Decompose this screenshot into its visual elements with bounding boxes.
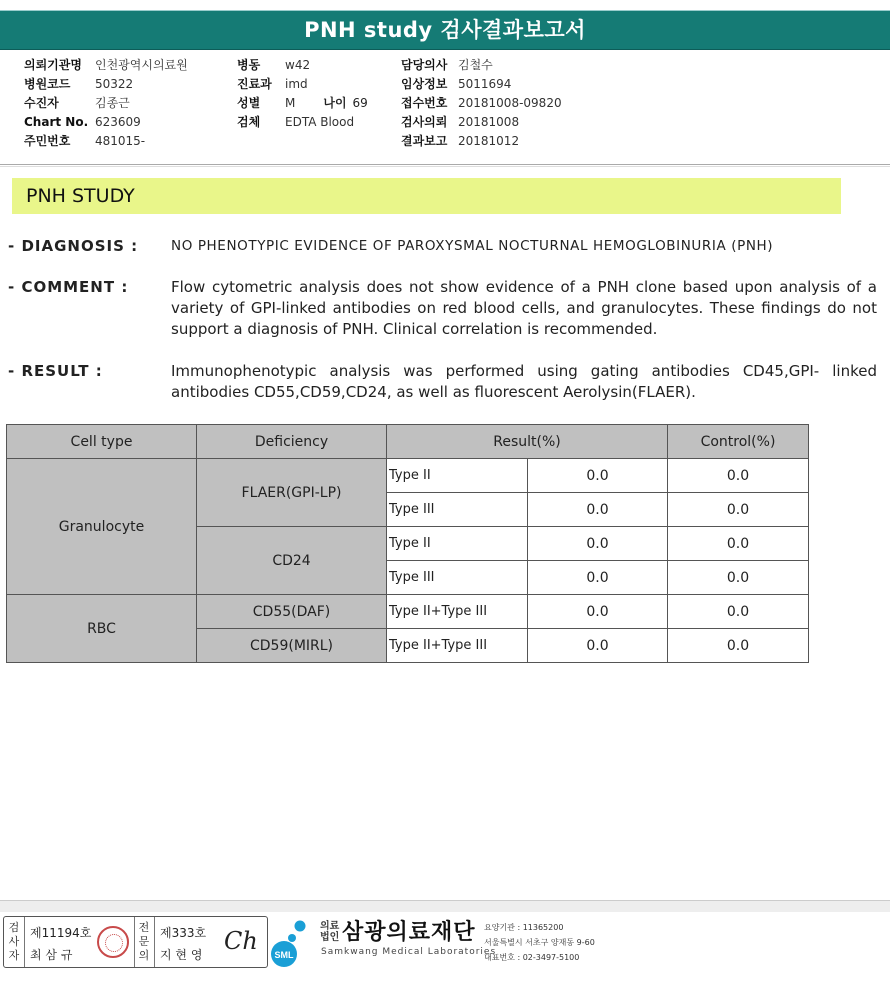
diagnosis-text: NO PHENOTYPIC EVIDENCE OF PAROXYSMAL NOCTURNAL HEMOGLOBINURIA (PNH) (171, 238, 774, 254)
sml-logo-icon (270, 916, 318, 968)
signer2-name: 지 현 영 (160, 948, 203, 962)
type-cell: Type II (387, 459, 528, 493)
cell-type-rbc: RBC (7, 595, 197, 663)
cell-type-granulocyte: Granulocyte (7, 459, 197, 595)
info-row-request-date (401, 113, 562, 132)
info-value: 20181012 (458, 134, 520, 148)
header-result: Result(%) (387, 425, 668, 459)
org-institution-code: 요양기관 : 11365200 (484, 923, 564, 932)
info-row-resident-no (24, 132, 188, 151)
info-row-ward (237, 56, 368, 75)
deficiency-cd55: CD55(DAF) (197, 595, 387, 629)
results-table (6, 424, 809, 663)
signature: Ch (224, 927, 258, 955)
info-row-receipt-no (401, 94, 562, 113)
deficiency-cd59: CD59(MIRL) (197, 629, 387, 663)
info-value: 20181008 (458, 115, 520, 129)
info-label: Chart No. (24, 115, 89, 129)
info-row-report-date (401, 132, 562, 151)
info-label: 주민번호 (24, 134, 71, 148)
control-value: 0.0 (668, 561, 809, 595)
info-label: 접수번호 (401, 96, 448, 110)
signer1-name: 최 삼 규 (30, 948, 73, 962)
report-title: PNH study 검사결과보고서 (0, 10, 890, 50)
info-value: M (285, 96, 296, 110)
diagnosis-block (0, 236, 890, 258)
table-row (7, 595, 809, 629)
official-seal-icon (97, 926, 129, 958)
info-label: 검체 (237, 115, 261, 129)
divider (134, 917, 135, 967)
age-label: 나이 (323, 96, 347, 110)
info-value: 김철수 (458, 58, 493, 72)
org-contact-info (484, 920, 595, 965)
result-value: 0.0 (528, 595, 668, 629)
org-name: 삼광의료재단 (342, 920, 476, 945)
info-label: 수진자 (24, 96, 59, 110)
section-title: PNH STUDY (12, 178, 841, 214)
info-label: 의뢰기관명 (24, 58, 82, 72)
header-divider-shadow (0, 166, 890, 167)
header-deficiency: Deficiency (197, 425, 387, 459)
org-english-name: Samkwang Medical Laboratories (321, 947, 497, 957)
info-value: EDTA Blood (285, 115, 355, 129)
info-row-patient (24, 94, 188, 113)
info-value: w42 (285, 58, 311, 72)
comment-label: - COMMENT : (8, 278, 129, 296)
deficiency-flaer: FLAER(GPI-LP) (197, 459, 387, 527)
patient-info-column-1 (24, 56, 188, 151)
result-value: 0.0 (528, 459, 668, 493)
diagnosis-label: - DIAGNOSIS : (8, 237, 139, 255)
info-value: 481015- (95, 134, 146, 148)
info-value: imd (285, 77, 308, 91)
result-value: 0.0 (528, 561, 668, 595)
signer1-role: 검사자 (8, 921, 20, 962)
info-label: 진료과 (237, 77, 272, 91)
info-row-institution (24, 56, 188, 75)
type-cell: Type III (387, 493, 528, 527)
age-value: 69 (352, 96, 368, 110)
signature-box (3, 916, 268, 968)
deficiency-cd24: CD24 (197, 527, 387, 595)
table-row (7, 459, 809, 493)
info-label: 임상정보 (401, 77, 448, 91)
header-control: Control(%) (668, 425, 809, 459)
signer2-role: 전문의 (138, 921, 150, 962)
divider (24, 917, 25, 967)
table-header-row (7, 425, 809, 459)
info-label: 담당의사 (401, 58, 448, 72)
info-row-hospital-code (24, 75, 188, 94)
info-row-department (237, 75, 368, 94)
info-label: 병원코드 (24, 77, 71, 91)
type-cell: Type II (387, 527, 528, 561)
info-value: 50322 (95, 77, 134, 91)
result-value: 0.0 (528, 527, 668, 561)
result-label: - RESULT : (8, 362, 103, 380)
info-row-sex-age (237, 94, 368, 113)
logo-text: SML (274, 950, 294, 960)
info-row-physician (401, 56, 562, 75)
info-label: 병동 (237, 58, 261, 72)
patient-info-column-3 (401, 56, 562, 151)
signer2-license: 제333호 (160, 926, 207, 940)
footer-divider (0, 900, 890, 912)
signer1-license: 제11194호 (30, 926, 92, 940)
org-phone: 대표번호 : 02-3497-5100 (484, 953, 580, 962)
info-value: 5011694 (458, 77, 512, 91)
control-value: 0.0 (668, 493, 809, 527)
info-value: 김종근 (95, 96, 130, 110)
comment-block (0, 277, 890, 343)
control-value: 0.0 (668, 595, 809, 629)
patient-info-column-2 (237, 56, 368, 132)
info-value: 623609 (95, 115, 141, 129)
info-value: 20181008-09820 (458, 96, 562, 110)
info-label: 성별 (237, 96, 261, 110)
control-value: 0.0 (668, 629, 809, 663)
result-block (0, 361, 890, 405)
control-value: 0.0 (668, 459, 809, 493)
header-divider (0, 164, 890, 165)
result-value: 0.0 (528, 629, 668, 663)
type-cell: Type II+Type III (387, 629, 528, 663)
org-address: 서울특별시 서초구 양재동 9-60 (484, 938, 595, 947)
divider (154, 917, 155, 967)
info-label: 결과보고 (401, 134, 448, 148)
type-cell: Type II+Type III (387, 595, 528, 629)
info-row-specimen (237, 113, 368, 132)
result-value: 0.0 (528, 493, 668, 527)
org-type: 의료법인 (320, 921, 340, 943)
info-row-clinical-info (401, 75, 562, 94)
type-cell: Type III (387, 561, 528, 595)
result-text: Immunophenotypic analysis was performed using gating antibodies CD45,GPI- linked antibodies CD55,CD59,CD24, as well as fluorescent Aerolysin(FLAER). (171, 362, 877, 401)
comment-text: Flow cytometric analysis does not show evidence of a PNH clone based upon analysis of a variety of GPI-linked antibodies on red blood cells, and granulocytes. These findings do not support a diagnosis of PNH. Clinical correlation is recommended. (171, 278, 877, 338)
info-row-chart-no (24, 113, 188, 132)
info-label: 검사의뢰 (401, 115, 448, 129)
info-value: 인천광역시의료원 (95, 58, 188, 72)
control-value: 0.0 (668, 527, 809, 561)
header-cell-type: Cell type (7, 425, 197, 459)
